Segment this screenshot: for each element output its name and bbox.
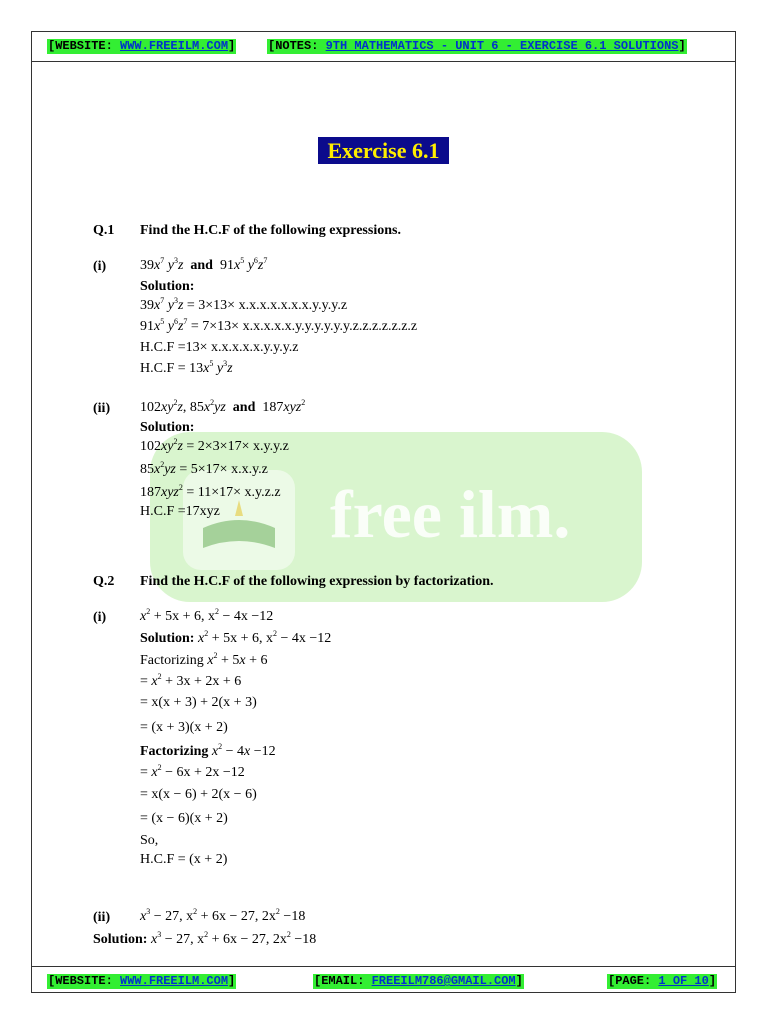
q2-ii-solution-line: Solution: $x^3 - 27$, $x^2 + 6x - 27$, $2x^2 -18$ — [93, 930, 317, 947]
q2-i-step4: = $x^2 - 6x + 2x -12$ — [140, 763, 245, 780]
footer-email-link[interactable]: FREEILM786@GMAIL.COM — [371, 974, 516, 988]
q1-i-hcf1: H.C.F =13× x.x.x.x.x.y.y.y.z — [140, 340, 299, 355]
q1-number: Q.1 — [93, 223, 115, 238]
footer-page-tag — [607, 974, 717, 989]
q2-i-fact1-label: Factorizing — [140, 653, 204, 668]
q2-ii-expr-a: − 27, x — [153, 909, 194, 924]
q1-i-label: (i) — [93, 259, 107, 274]
q2-i-expr-tail: − 4x −12 — [222, 609, 274, 624]
header-notes-close: ] — [678, 39, 686, 53]
q2-ii-solution: Solution: — [93, 932, 148, 947]
q2-ii-expression: $x^3 - 27$, $x^2 + 6x - 27$, $2x^2 -18$ — [140, 907, 306, 924]
footer-email-close: ] — [515, 974, 523, 988]
q1-i-hcf2-prefix: H.C.F = 13 — [140, 361, 204, 376]
q1-i-solution: Solution: — [140, 279, 195, 294]
q1-ii-expression: $102xy^2z$, $85x^2yz$ and 187xyz$^2$ — [140, 398, 306, 415]
q2-i-label: (i) — [93, 610, 107, 625]
q1-i-expression: $39x^7$ $y^3z$ and $91x^5$ $y^6z^7$ — [140, 256, 268, 273]
q2-i-step4-text: − 6x + 2x −12 — [165, 765, 245, 780]
page-title: Exercise 6.1 — [318, 137, 449, 164]
footer-email-prefix: [EMAIL: — [314, 974, 372, 988]
q2-ii-expr-c: −18 — [283, 909, 306, 924]
footer-website-link[interactable]: WWW.FREEILM.COM — [120, 974, 229, 988]
header-website-tag — [47, 39, 236, 54]
header-website-close: ] — [228, 39, 236, 53]
header-notes-tag — [267, 39, 687, 54]
q2-i-step3: = (x + 3)(x + 2) — [140, 720, 228, 735]
q2-i-so: So, — [140, 833, 159, 848]
q1-ii-line2: $85x^2yz = 5\times 17\times x.x.y.z$ — [140, 460, 268, 477]
footer-page-close: ] — [708, 974, 717, 988]
q2-text: Find the H.C.F of the following expression by factorization. — [140, 574, 494, 589]
footer-rule — [31, 966, 736, 967]
q1-ii-line3: 187xyz$^2$ = 11×17× x.y.z.z — [140, 483, 281, 500]
q1-ii-label: (ii) — [93, 401, 111, 416]
q2-i-fact2-label: Factorizing — [140, 744, 209, 759]
q2-ii-solution-expr-b: + 6x − 27, 2x — [211, 932, 287, 947]
footer-email-tag — [313, 974, 524, 989]
q2-i-expr: + 5x + 6, x — [153, 609, 216, 624]
q1-i-line2: $91x^5$ $y^6z^7 = 7\times 13\times x.x.x.x.x.y.y.y.y.y.y.z.z.z.z.z.z.z$ — [140, 317, 418, 334]
q2-ii-expr-b: + 6x − 27, 2x — [200, 909, 276, 924]
q2-ii-label: (ii) — [93, 910, 111, 925]
watermark-text: free ilm. — [330, 476, 571, 552]
q1-ii-hcf: H.C.F =17xyz — [140, 504, 220, 519]
q1-i-and: and — [190, 258, 213, 273]
q2-i-factorizing2: Factorizing $x^2 - 4x -12$ — [140, 742, 276, 759]
q1-i-line2-rhs: = 7×13× x.x.x.x.x.y.y.y.y.y.y.z.z.z.z.z.z.z — [190, 319, 418, 334]
q1-ii-solution: Solution: — [140, 420, 195, 435]
q2-i-solution-line: Solution: $x^2 + 5x + 6$, $x^2 - 4x -12$ — [140, 629, 332, 646]
q2-ii-solution-expr-c: −18 — [294, 932, 317, 947]
q2-i-solution-expr-tail: − 4x −12 — [280, 631, 332, 646]
q1-i-hcf2: $H.C.F = 13x^5$ $y^3z$ — [140, 359, 233, 376]
header-notes-prefix: [NOTES: — [268, 39, 326, 53]
q2-i-step6: = (x − 6)(x + 2) — [140, 811, 228, 826]
q2-i-hcf: H.C.F = (x + 2) — [140, 852, 228, 867]
footer-page-link[interactable]: 1 OF 10 — [658, 974, 709, 988]
q2-i-solution: Solution: — [140, 631, 195, 646]
q1-i-line1: $39x^7$ $y^3z = 3\times 13\times x.x.x.x.x.x.x.y.y.y.z$ — [140, 296, 348, 313]
q2-i-solution-expr: + 5x + 6, x — [211, 631, 273, 646]
header-website-link[interactable]: WWW.FREEILM.COM — [120, 39, 229, 53]
q1-ii-line1-rhs: = 2×3×17× x.y.y.z — [186, 439, 289, 454]
footer-website-tag — [47, 974, 236, 989]
q1-ii-line1: $102xy^2z = 2\times 3\times 17\times x.y.y.z$ — [140, 437, 289, 454]
header-website-prefix: [WEBSITE: — [48, 39, 121, 53]
q2-ii-solution-expr-a: − 27, x — [164, 932, 205, 947]
header-notes-link[interactable]: 9TH MATHEMATICS - UNIT 6 - EXERCISE 6.1 SOLUTIONS — [325, 39, 679, 53]
q1-ii-line3-rhs: = 11×17× x.y.z.z — [186, 485, 281, 500]
footer-website-prefix: [WEBSITE: — [48, 974, 121, 988]
q2-i-expression: $x^2 + 5x + 6$, $x^2 - 4x -12$ — [140, 607, 274, 624]
footer-page-prefix: [PAGE: — [608, 974, 659, 988]
q2-i-step1: = $x^2 + 3x + 2x + 6$ — [140, 672, 242, 689]
q1-text: Find the H.C.F of the following expressions. — [140, 223, 401, 238]
footer-website-close: ] — [228, 974, 236, 988]
q1-ii-and: and — [232, 400, 256, 415]
q2-i-factorizing1: Factorizing $x^2 + 5x + 6$ — [140, 651, 268, 668]
q2-i-step5: = x(x − 6) + 2(x − 6) — [140, 787, 257, 802]
q2-i-step2: = x(x + 3) + 2(x + 3) — [140, 695, 257, 710]
q1-i-line1-rhs: = 3×13× x.x.x.x.x.x.x.y.y.y.z — [186, 298, 348, 313]
q1-ii-line2-rhs: = 5×17× x.x.y.z — [179, 462, 268, 477]
q2-number: Q.2 — [93, 574, 115, 589]
q2-i-step1-text: + 3x + 2x + 6 — [165, 674, 242, 689]
header-rule — [31, 61, 736, 62]
